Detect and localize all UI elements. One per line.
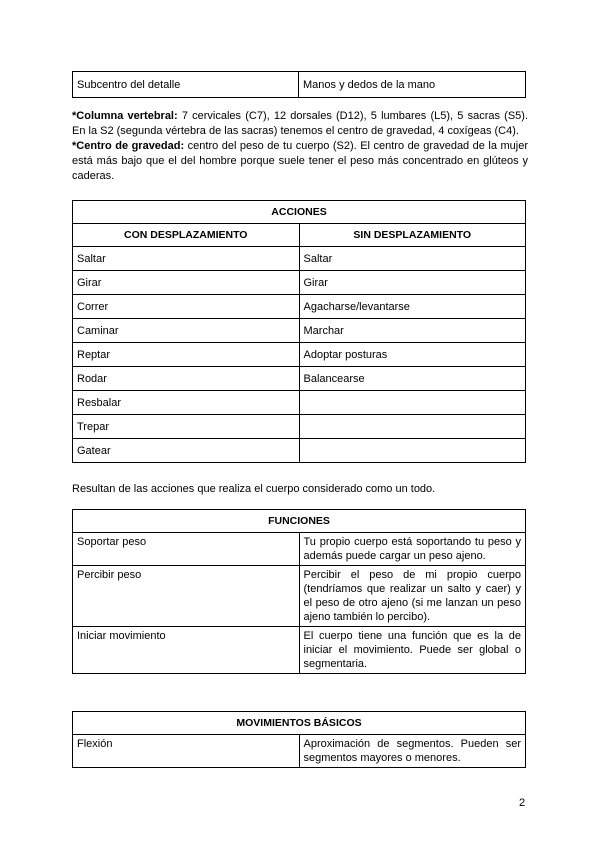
row-value-cell: Saltar	[299, 247, 526, 271]
row-label-cell: Caminar	[73, 319, 300, 343]
page-number: 2	[519, 797, 526, 809]
row-value-cell	[299, 439, 526, 463]
columna-text: 7 cervicales (C7), 12 dorsales (D12), 5 lumbares (L5), 5 sacras (S5). En la S2 (segunda vértebra de las sacras) tenemos el centro de gravedad, 4 coxígeas (C4).	[72, 110, 528, 137]
row-label-cell: Resbalar	[73, 391, 300, 415]
table-row	[73, 367, 526, 391]
table-row	[73, 319, 526, 343]
row-value-cell: Girar	[299, 271, 526, 295]
row-label-cell: Reptar	[73, 343, 300, 367]
table-row	[73, 72, 526, 98]
movimientos-title: MOVIMIENTOS BÁSICOS	[73, 712, 526, 735]
table-row	[73, 415, 526, 439]
row-label-cell: Percibir peso	[73, 566, 300, 627]
row-value-cell	[299, 391, 526, 415]
table-row	[73, 391, 526, 415]
movimientos-table	[72, 711, 526, 768]
row-value-cell: Percibir el peso de mi propio cuerpo (tendríamos que realizar un salto y caer) y el peso de otro ajeno (si me lanzan un peso ajeno también lo percibo).	[299, 566, 526, 627]
funciones-table	[72, 509, 526, 674]
table-row	[73, 439, 526, 463]
acciones-title: ACCIONES	[73, 201, 526, 224]
acciones-table	[72, 200, 526, 463]
row-label-cell: Gatear	[73, 439, 300, 463]
detail-label: Subcentro del detalle	[73, 72, 299, 98]
acciones-col2-header: SIN DESPLAZAMIENTO	[299, 224, 526, 247]
columna-label: *Columna vertebral:	[72, 110, 178, 122]
row-value-cell: Tu propio cuerpo está soportando tu peso y además puede cargar un peso ajeno.	[299, 533, 526, 566]
acciones-col1-header: CON DESPLAZAMIENTO	[73, 224, 300, 247]
table-row	[73, 627, 526, 674]
row-label-cell: Trepar	[73, 415, 300, 439]
row-label-cell: Flexión	[73, 735, 300, 768]
row-value-cell: El cuerpo tiene una función que es la de iniciar el movimiento. Puede ser global o segmentaria.	[299, 627, 526, 674]
table-row	[73, 566, 526, 627]
centro-label: *Centro de gravedad:	[72, 140, 185, 152]
table-row	[73, 343, 526, 367]
row-value-cell: Agacharse/levantarse	[299, 295, 526, 319]
acciones-note: Resultan de las acciones que realiza el cuerpo considerado como un todo.	[72, 483, 436, 495]
centro-note	[72, 139, 528, 184]
table-row	[73, 735, 526, 768]
funciones-title: FUNCIONES	[73, 510, 526, 533]
row-label-cell: Rodar	[73, 367, 300, 391]
row-value-cell: Balancearse	[299, 367, 526, 391]
row-label-cell: Girar	[73, 271, 300, 295]
notes-paragraph	[72, 109, 528, 184]
row-value-cell: Adoptar posturas	[299, 343, 526, 367]
table-row	[73, 247, 526, 271]
table-row	[73, 295, 526, 319]
row-value-cell: Aproximación de segmentos. Pueden ser segmentos mayores o menores.	[299, 735, 526, 768]
row-label-cell: Iniciar movimiento	[73, 627, 300, 674]
detail-value: Manos y dedos de la mano	[299, 72, 526, 98]
row-label-cell: Correr	[73, 295, 300, 319]
centro-text: centro del peso de tu cuerpo (S2). El centro de gravedad de la mujer está más bajo que el del hombre porque suele tener el peso más concentrado en glúteos y caderas.	[72, 140, 529, 182]
row-value-cell	[299, 415, 526, 439]
table-row	[73, 271, 526, 295]
row-label-cell: Soportar peso	[73, 533, 300, 566]
detail-table	[72, 71, 526, 98]
row-label-cell: Saltar	[73, 247, 300, 271]
table-row	[73, 533, 526, 566]
row-value-cell: Marchar	[299, 319, 526, 343]
columna-note	[72, 109, 528, 139]
